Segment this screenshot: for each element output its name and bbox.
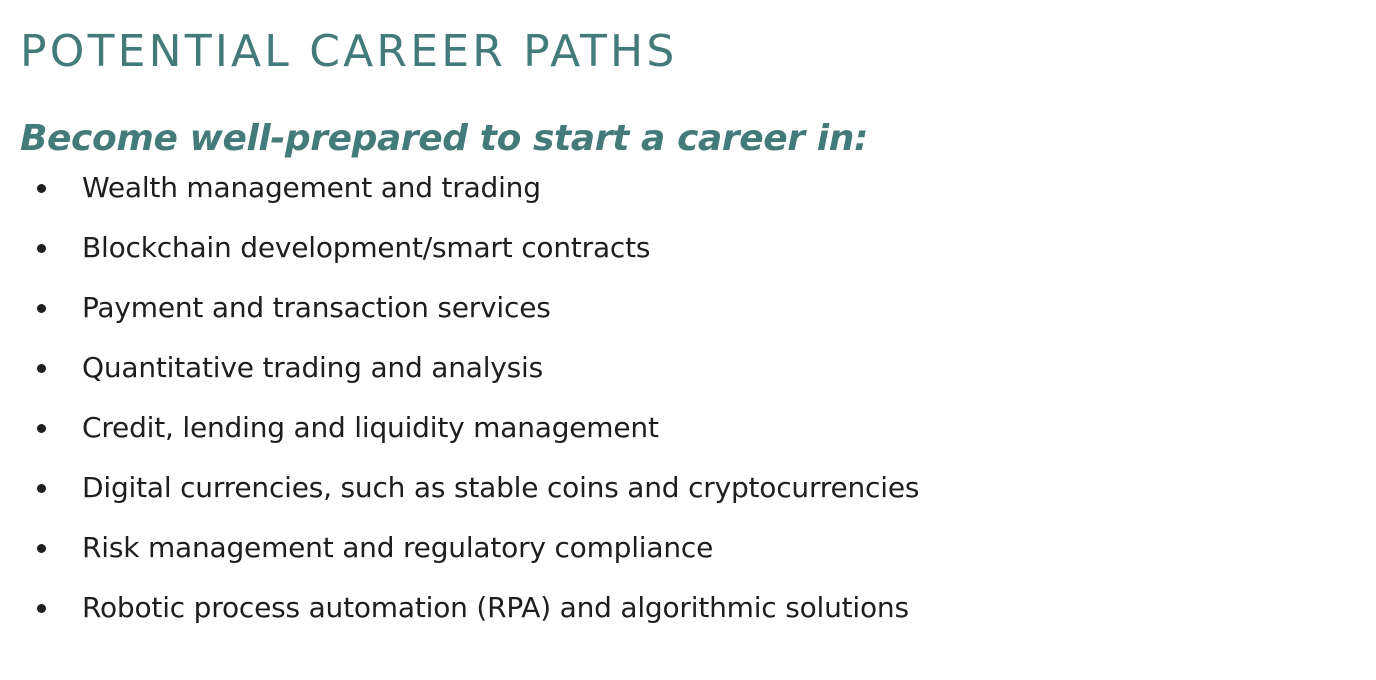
page-title: POTENTIAL CAREER PATHS [20,26,678,77]
list-item-label: Credit, lending and liquidity management [82,411,659,444]
list-item-label: Quantitative trading and analysis [82,351,544,384]
list-item-label: Payment and transaction services [82,291,551,324]
list-item [20,410,1360,470]
bullet-icon [37,604,46,613]
career-paths-section [20,0,1360,650]
bullet-icon [37,364,46,373]
bullet-icon [37,424,46,433]
list-item-label: Blockchain development/smart contracts [82,231,651,264]
list-item-label: Risk management and regulatory compliance [82,531,714,564]
bullet-icon [37,184,46,193]
list-item [20,230,1360,290]
bullet-icon [37,484,46,493]
section-subtitle: Become well-prepared to start a career in: [20,118,868,159]
list-item-label: Wealth management and trading [82,171,541,204]
list-item [20,470,1360,530]
list-item [20,590,1360,650]
list-item [20,350,1360,410]
list-item [20,170,1360,230]
list-item-label: Robotic process automation (RPA) and algorithmic solutions [82,591,909,624]
bullet-icon [37,304,46,313]
bullet-icon [37,244,46,253]
list-item [20,290,1360,350]
list-item [20,530,1360,590]
bullet-icon [37,544,46,553]
career-paths-list [20,170,1360,650]
list-item-label: Digital currencies, such as stable coins and cryptocurrencies [82,471,920,504]
